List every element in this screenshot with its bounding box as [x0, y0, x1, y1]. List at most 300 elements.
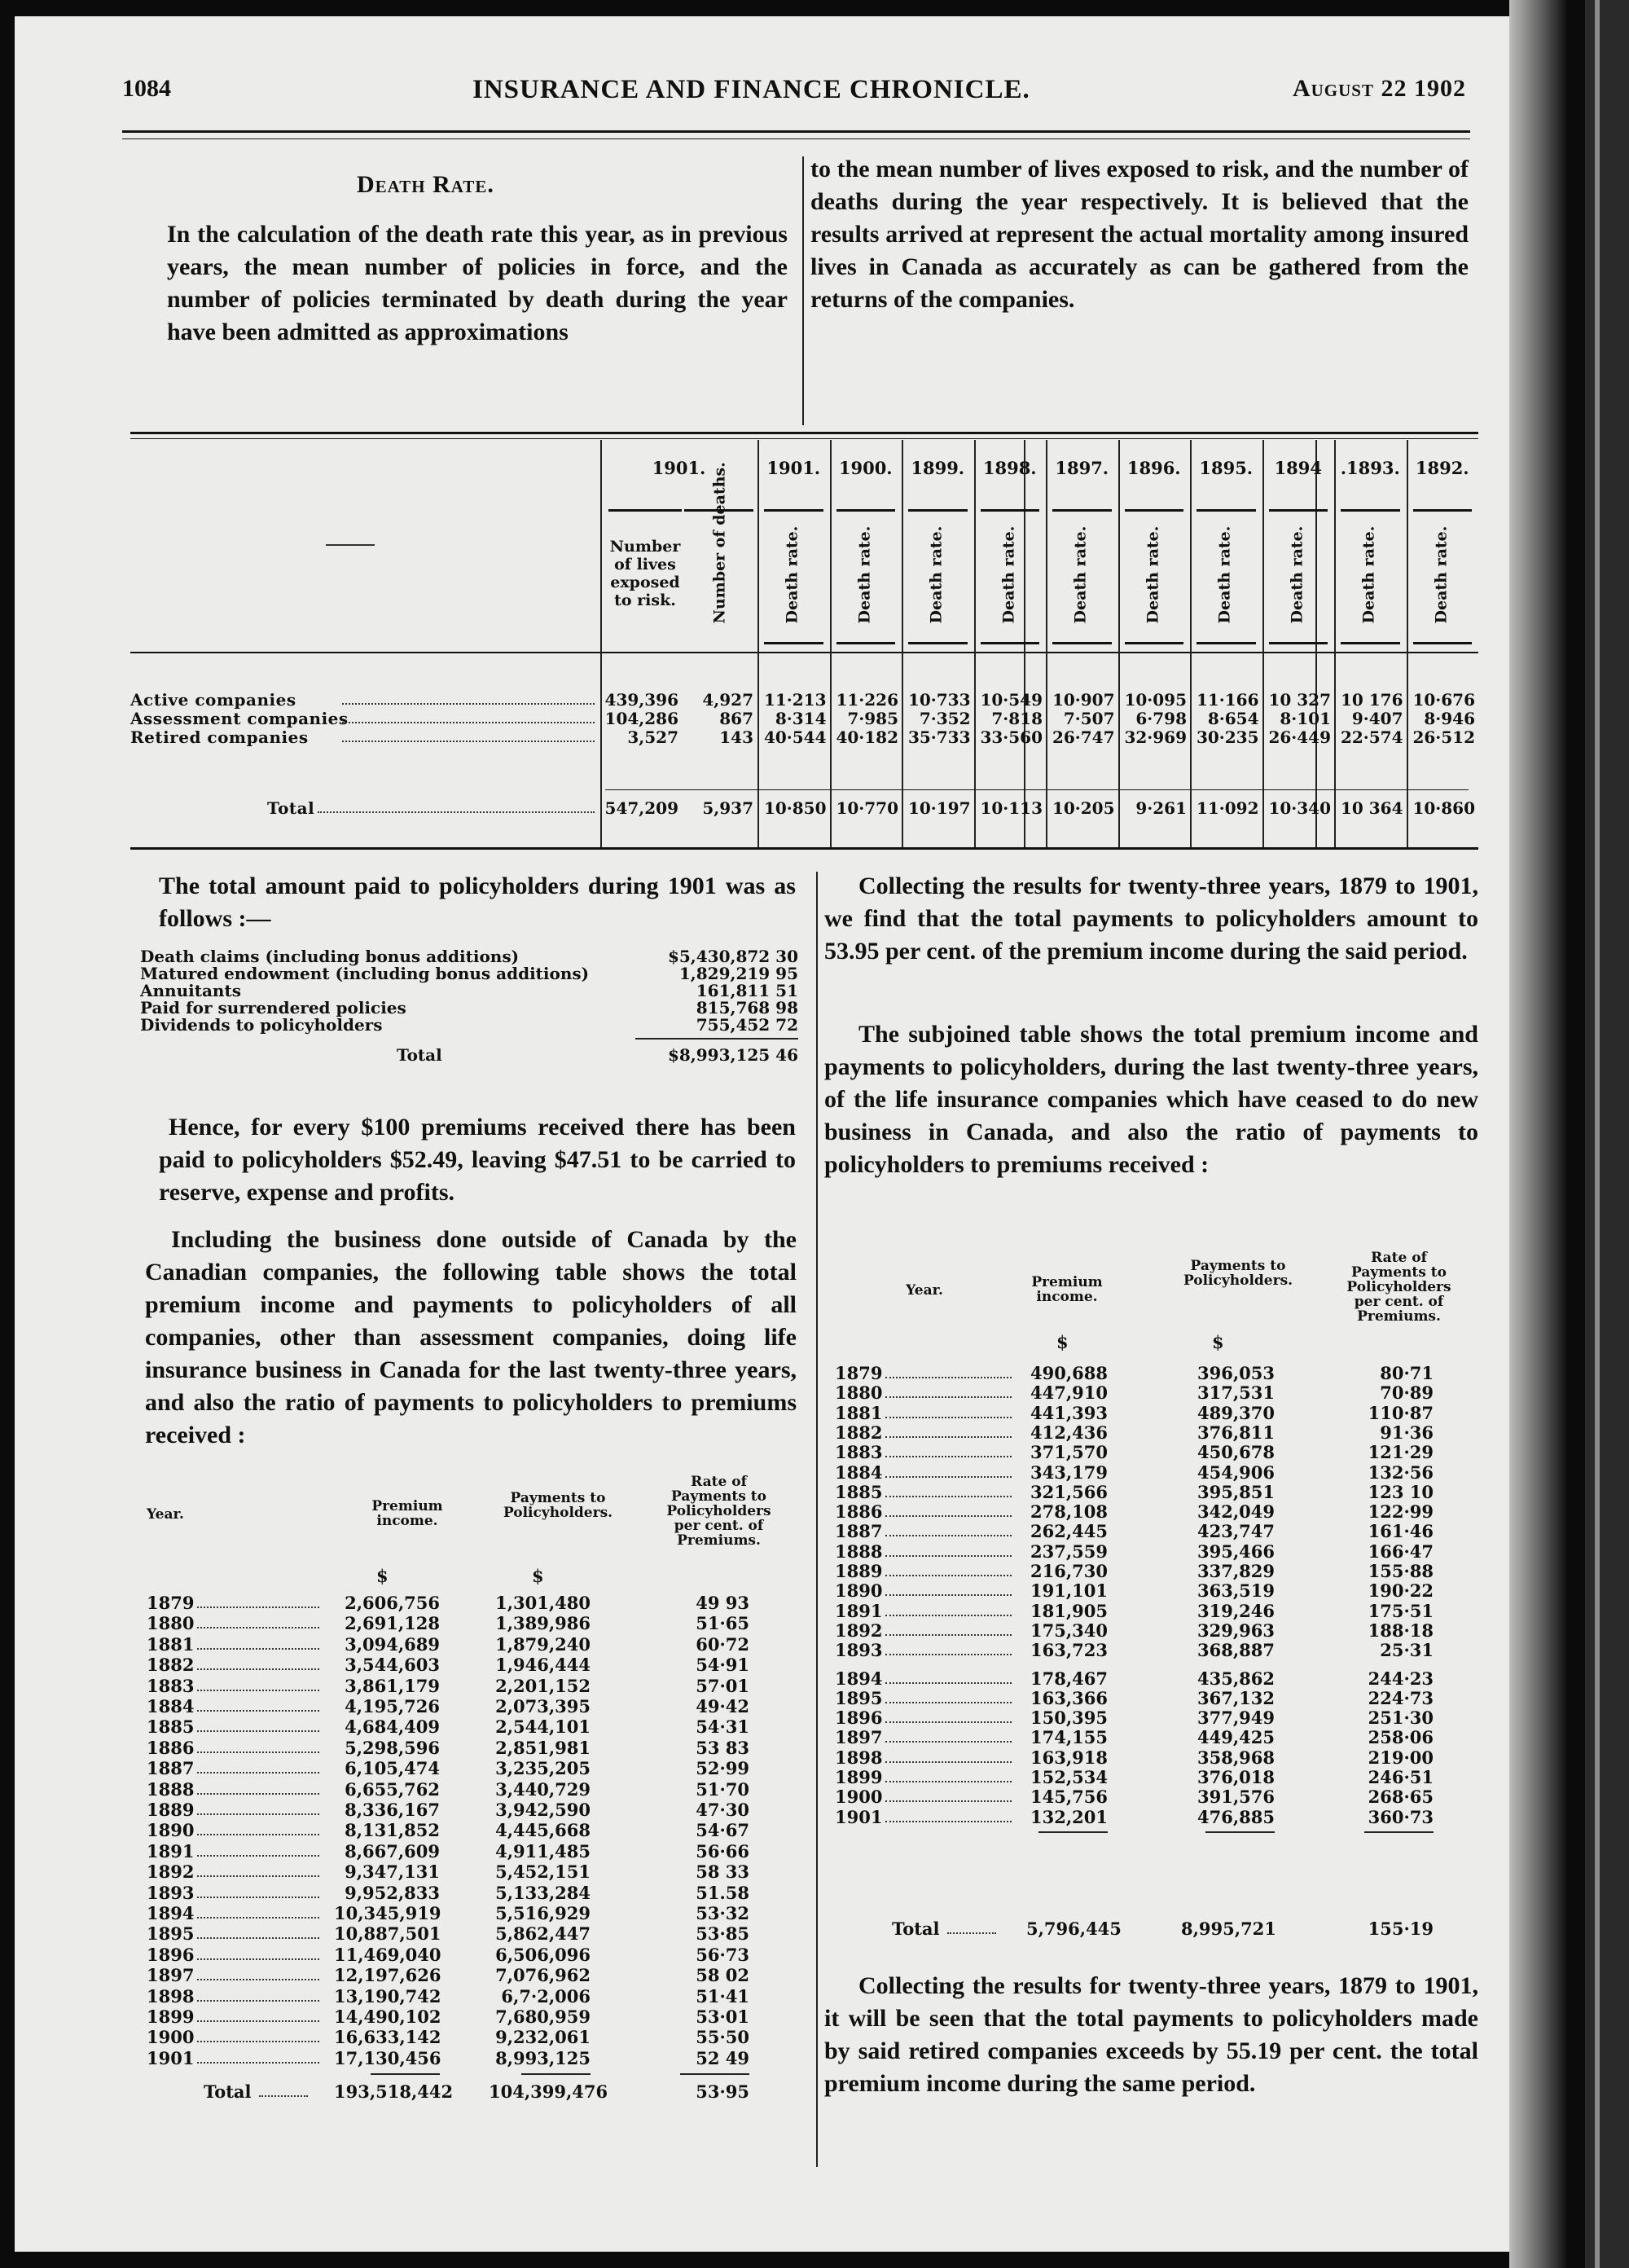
value-cell: 6,655,762	[345, 1778, 440, 1800]
leader-dots	[885, 1821, 1012, 1822]
value-cell: 57·01	[696, 1675, 749, 1696]
rate-cell: 30·235	[1196, 727, 1259, 747]
col-line	[1046, 440, 1047, 847]
table-row	[147, 1923, 798, 1943]
col-head-rule	[836, 642, 896, 644]
page-number: 1084	[122, 75, 171, 102]
rate-cell: 40·182	[836, 727, 898, 747]
payment-row: Death claims (including bonus additions) $5,430,872 30	[140, 947, 798, 966]
value-cell: 51.58	[696, 1882, 749, 1903]
total-lives-cell: 547,209	[604, 798, 678, 818]
payment-row: Annuitants 161,811 51	[140, 981, 798, 1000]
total-label: Total	[892, 1919, 940, 1939]
total-rate-cell: 10·770	[836, 798, 898, 818]
leader-dots	[885, 1396, 1012, 1398]
leader-dots	[885, 1654, 1012, 1655]
leader-dots	[885, 1496, 1012, 1497]
value-cell: 360·73	[1368, 1806, 1434, 1827]
value-cell: 47·30	[696, 1800, 749, 1820]
total-value: 193,518,442	[334, 2081, 454, 2102]
year-head: 1896.	[1126, 458, 1181, 478]
value-cell: 9,347,131	[345, 1861, 440, 1883]
value-cell: 8,131,852	[345, 1820, 440, 1841]
rate-cell: 35·733	[907, 727, 971, 747]
table-row	[147, 1841, 798, 1861]
value-cell: 423,747	[1197, 1521, 1275, 1542]
table-row	[147, 1820, 798, 1839]
leader-dots	[885, 1781, 1012, 1782]
value-cell: 441,393	[1030, 1402, 1108, 1423]
year-cell: 1888	[835, 1541, 883, 1562]
value-cell: 163,918	[1030, 1747, 1108, 1768]
table-row	[147, 2006, 798, 2026]
value-cell: 329,963	[1197, 1620, 1275, 1641]
value-cell: 7,680,959	[495, 2006, 591, 2027]
col-line	[757, 440, 759, 847]
table-row	[835, 1807, 1478, 1826]
value-cell: 1,301,480	[495, 1593, 591, 1613]
leader-dots	[197, 1917, 319, 1919]
leader-dots	[885, 1615, 1012, 1616]
table-row	[147, 1883, 798, 1902]
death-rate-head: Death rate.	[927, 525, 946, 624]
total-rule	[371, 2073, 440, 2075]
total-rate-cell: 11·092	[1196, 798, 1259, 818]
leader-dots	[885, 1436, 1012, 1438]
death-rate-head: Death rate.	[999, 525, 1017, 624]
value-cell: 49 93	[696, 1593, 749, 1613]
payment-row: Paid for surrendered policies 815,768 98	[140, 998, 798, 1018]
leader-dots	[197, 1668, 319, 1670]
value-cell: 5,298,596	[345, 1737, 440, 1758]
total-rule	[1364, 1831, 1434, 1833]
year-head: 1898.	[982, 458, 1037, 478]
year-head: 1894	[1274, 458, 1322, 478]
value-cell: 10,887,501	[334, 1923, 441, 1945]
stub-dash	[326, 544, 375, 546]
year-cell: 1900	[147, 2027, 195, 2048]
value-cell: 3,235,205	[495, 1758, 591, 1779]
payments-intro: The total amount paid to policyholders during 1901 was as follows :—	[159, 872, 796, 932]
table-row	[147, 2048, 798, 2068]
table-row	[147, 1613, 798, 1633]
col-head-rule	[1413, 509, 1473, 512]
value-cell: 152,534	[1030, 1767, 1108, 1787]
value-cell: 188·18	[1368, 1620, 1434, 1641]
col-head-rule	[684, 509, 753, 512]
value-cell: 145,756	[1030, 1787, 1108, 1808]
year-cell: 1881	[835, 1402, 883, 1423]
year-head: 1901.	[766, 458, 821, 478]
value-cell: 91·36	[1380, 1422, 1434, 1443]
total-rate-cell: 10·860	[1412, 798, 1475, 818]
total-row	[147, 2081, 798, 2101]
rate-cell: 26·512	[1412, 727, 1475, 747]
value-cell: 53·01	[696, 2006, 749, 2027]
unit-dollar: $	[532, 1566, 544, 1586]
deaths-cell: 4,927	[702, 690, 753, 710]
leader-dots	[197, 1690, 319, 1691]
hence-paragraph: Hence, for every $100 premiums received there has been paid to policyholders $52.49, leaving $47.51 to be carried to reserve, expense and profits.	[159, 1114, 796, 1206]
leader-dots	[197, 1897, 319, 1898]
col-head-rule	[908, 642, 968, 644]
rate-cell: 10·549	[980, 690, 1043, 710]
value-cell: 2,073,395	[495, 1696, 591, 1716]
total-value: 104,399,476	[489, 2081, 608, 2102]
col-head-premium: Premium income.	[1031, 1274, 1103, 1305]
value-cell: 449,425	[1197, 1727, 1275, 1748]
leader-dots	[197, 1730, 319, 1732]
year-cell: 1885	[835, 1481, 883, 1502]
value-cell: 358,968	[1197, 1747, 1275, 1768]
value-cell: 258·06	[1368, 1727, 1434, 1748]
year-cell: 1882	[835, 1422, 883, 1443]
year-head: .1893.	[1340, 458, 1400, 478]
row-label-retired: Retired companies	[130, 727, 309, 747]
leader-dots	[197, 1958, 319, 1960]
year-cell: 1881	[147, 1633, 195, 1655]
death-rate-head: Death rate.	[1288, 525, 1306, 624]
col-head-payments: Payments to Policyholders.	[1183, 1258, 1293, 1289]
table-row	[835, 1708, 1478, 1727]
table-row	[147, 2027, 798, 2046]
table-row	[835, 1541, 1478, 1561]
value-cell: 489,370	[1197, 1402, 1275, 1423]
value-cell: 163,723	[1030, 1640, 1108, 1661]
year-cell: 1886	[147, 1737, 195, 1758]
value-cell: 219·00	[1368, 1747, 1434, 1768]
dark-border	[1585, 0, 1629, 2268]
value-cell: 132,201	[1030, 1806, 1108, 1827]
value-cell: 2,851,981	[495, 1737, 591, 1758]
value-cell: 178,467	[1030, 1668, 1108, 1689]
rate-cell: 26·449	[1268, 727, 1331, 747]
col-head-payments: Payments to Policyholders.	[503, 1490, 613, 1521]
year-cell: 1894	[147, 1903, 195, 1923]
col-head-rate: Rate of Payments to Policyholders per cent. of Premiums.	[666, 1474, 771, 1549]
leader-dots	[885, 1575, 1012, 1576]
value-cell: 2,544,101	[495, 1716, 591, 1738]
total-rate-cell: 10·205	[1052, 798, 1115, 818]
leader-dots	[885, 1515, 1012, 1517]
leader-dots	[318, 811, 595, 813]
rate-cell: 8·314	[775, 709, 827, 728]
col-head-rule	[1125, 642, 1184, 644]
rate-cell: 10·733	[907, 690, 971, 710]
rate-cell: 32·969	[1124, 727, 1187, 747]
value-cell: 317,531	[1197, 1382, 1275, 1404]
year-cell: 1892	[147, 1861, 195, 1883]
value-cell: 396,053	[1197, 1363, 1275, 1383]
rate-cell: 11·226	[836, 690, 898, 710]
table-row	[147, 1945, 798, 1964]
year-cell: 1894	[835, 1668, 883, 1689]
year-cell: 1893	[835, 1640, 883, 1661]
table-row	[835, 1442, 1478, 1461]
rate-cell: 7·818	[991, 709, 1043, 728]
table-row	[835, 1580, 1478, 1600]
payments-sum-rule	[635, 1038, 798, 1040]
value-cell: 391,576	[1197, 1787, 1275, 1808]
year-cell: 1880	[835, 1382, 883, 1404]
value-cell: 216,730	[1030, 1561, 1108, 1581]
death-rate-head: Death rate.	[1432, 525, 1450, 624]
year-head: 1892.	[1415, 458, 1469, 478]
year-cell: 1889	[147, 1800, 195, 1820]
year-cell: 1888	[147, 1778, 195, 1800]
leader-dots	[885, 1682, 1012, 1684]
rate-cell: 11·166	[1196, 690, 1259, 710]
value-cell: 51·41	[696, 1985, 749, 2006]
value-cell: 49·42	[696, 1696, 749, 1716]
col-head-rule	[1197, 642, 1256, 644]
table-bottom-rule	[130, 847, 1478, 850]
value-cell: 175,340	[1030, 1620, 1108, 1641]
leader-dots	[197, 1772, 319, 1774]
value-cell: 174,155	[1030, 1727, 1108, 1748]
year-cell: 1900	[835, 1787, 883, 1808]
rate-cell: 7·352	[919, 709, 971, 728]
lives-cell: 3,527	[627, 727, 678, 747]
table-top-rule	[130, 432, 1478, 434]
table-row	[147, 1634, 798, 1654]
value-cell: 5,452,151	[495, 1861, 591, 1883]
rate-cell: 22·574	[1340, 727, 1403, 747]
col-line	[1190, 440, 1192, 847]
value-cell: 51·65	[696, 1613, 749, 1634]
value-cell: 55·50	[696, 2027, 749, 2048]
col-head-year: Year.	[147, 1506, 184, 1523]
year-cell: 1885	[147, 1716, 195, 1738]
year-cell: 1892	[835, 1620, 883, 1641]
table-row	[835, 1422, 1478, 1442]
table-row	[147, 1655, 798, 1674]
year-head: 1900.	[838, 458, 893, 478]
rate-cell: 10·095	[1124, 690, 1187, 710]
total-rule	[605, 789, 1469, 790]
total-rate-cell: 10·197	[907, 798, 971, 818]
table-row	[147, 1593, 798, 1612]
leader-dots	[197, 1627, 319, 1628]
value-cell: 190·22	[1368, 1580, 1434, 1602]
rate-cell: 7·985	[847, 709, 898, 728]
leader-dots	[342, 722, 595, 723]
year-cell: 1899	[147, 2006, 195, 2027]
leader-dots	[197, 1875, 319, 1877]
value-cell: 25·31	[1380, 1640, 1434, 1661]
year-cell: 1901	[147, 2047, 195, 2068]
year-cell: 1893	[147, 1882, 195, 1903]
header-rule-thin	[122, 138, 1470, 139]
value-cell: 8,993,125	[495, 2047, 591, 2068]
year-cell: 1891	[147, 1840, 195, 1861]
total-value: 155·19	[1368, 1919, 1434, 1939]
value-cell: 3,942,590	[495, 1800, 591, 1820]
value-cell: 337,829	[1197, 1561, 1275, 1581]
leader-dots	[947, 1932, 996, 1934]
table-row	[835, 1640, 1478, 1659]
leader-dots	[197, 1752, 319, 1753]
value-cell: 395,466	[1197, 1541, 1275, 1562]
page-header	[122, 75, 1466, 116]
year-cell: 1884	[147, 1696, 195, 1716]
rate-cell: 8·946	[1424, 709, 1475, 728]
value-cell: 11,469,040	[334, 1944, 441, 1965]
death-rate-head: Death rate.	[1215, 525, 1234, 624]
page-edge-line	[1595, 0, 1600, 2268]
year-cell: 1898	[147, 1985, 195, 2006]
value-cell: 12,197,626	[334, 1965, 441, 1986]
collecting-paragraph: Collecting the results for twenty-three years, 1879 to 1901, we find that the total payments to policyholders amount to 53.95 per cent. of the premium income during the said period.	[824, 872, 1478, 965]
value-cell: 13,190,742	[334, 1985, 441, 2006]
table-row	[835, 1668, 1478, 1688]
col-line	[902, 440, 903, 847]
value-cell: 319,246	[1197, 1600, 1275, 1621]
value-cell: 2,691,128	[345, 1613, 440, 1634]
leader-dots	[885, 1741, 1012, 1743]
table-row	[835, 1363, 1478, 1382]
col-head-rule	[1269, 642, 1328, 644]
row-label-total: Total	[267, 798, 315, 818]
leader-dots	[342, 741, 595, 742]
death-rate-para-left: In the calculation of the death rate this year, as in previous years, the mean number of policies in force, and the number of policies terminated by death during the year have been admitted as approximations	[167, 221, 788, 345]
year-cell: 1898	[835, 1747, 883, 1768]
rate-cell: 8·654	[1207, 709, 1259, 728]
year-cell: 1886	[835, 1501, 883, 1523]
table-row	[835, 1501, 1478, 1521]
col-head-premium: Premium income.	[371, 1498, 443, 1529]
payments-list	[140, 947, 798, 1065]
value-cell: 9,952,833	[345, 1882, 440, 1903]
unit-dollar: $	[1212, 1332, 1224, 1352]
year-cell: 1897	[835, 1727, 883, 1748]
payments-total-row: Total $8,993,125 46	[397, 1045, 798, 1065]
death-rate-head: Death rate.	[1144, 525, 1161, 624]
leader-dots	[197, 1793, 319, 1795]
rate-cell: 10 176	[1340, 690, 1403, 710]
rate-cell: 26·747	[1052, 727, 1115, 747]
value-cell: 1,389,986	[495, 1613, 591, 1634]
value-cell: 9,232,061	[495, 2027, 591, 2048]
col-head-rule	[981, 642, 1040, 644]
table-row	[835, 1601, 1478, 1620]
value-cell: 123 10	[1368, 1481, 1434, 1502]
death-rate-head: Death rate.	[783, 525, 801, 624]
table-row	[835, 1462, 1478, 1482]
year-cell: 1882	[147, 1655, 195, 1676]
value-cell: 8,667,609	[345, 1840, 440, 1861]
year-cell: 1895	[835, 1687, 883, 1708]
leader-dots	[885, 1702, 1012, 1703]
value-cell: 224·73	[1368, 1687, 1434, 1708]
final-paragraph: Collecting the results for twenty-three years, 1879 to 1901, it will be seen that the total payments to policyholders made by said retired companies exceeds by 55.19 per cent. the total premium income during the same period.	[824, 1972, 1478, 2097]
value-cell: 161·46	[1368, 1521, 1434, 1542]
rate-cell: 10·676	[1412, 690, 1475, 710]
year-cell: 1901	[835, 1806, 883, 1827]
value-cell: 56·66	[696, 1840, 749, 1861]
leader-dots	[885, 1456, 1012, 1457]
table-row	[147, 1800, 798, 1819]
value-cell: 14,490,102	[334, 2006, 441, 2027]
year-cell: 1896	[147, 1944, 195, 1965]
leader-dots	[885, 1634, 1012, 1636]
value-cell: 80·71	[1380, 1363, 1434, 1383]
table-row	[835, 1620, 1478, 1640]
issue-date: August 22 1902	[1292, 75, 1466, 102]
value-cell: 371,570	[1030, 1442, 1108, 1463]
value-cell: 1,879,240	[495, 1633, 591, 1655]
year-cell: 1883	[835, 1442, 883, 1463]
year-cell: 1889	[835, 1561, 883, 1581]
value-cell: 6,506,096	[495, 1944, 591, 1965]
deaths-cell: 143	[719, 727, 753, 747]
value-cell: 60·72	[696, 1633, 749, 1655]
table-row	[147, 1696, 798, 1716]
value-cell: 51·70	[696, 1778, 749, 1800]
value-cell: 3,440,729	[495, 1778, 591, 1800]
col-line	[1262, 440, 1264, 847]
value-cell: 163,366	[1030, 1687, 1108, 1708]
value-cell: 54·91	[696, 1655, 749, 1676]
row-label-active: Active companies	[130, 690, 296, 710]
rate-cell: 8·101	[1280, 709, 1331, 728]
value-cell: 367,132	[1197, 1687, 1275, 1708]
year-head: 1895.	[1199, 458, 1254, 478]
col-head-rate: Rate of Payments to Policyholders per cent. of Premiums.	[1346, 1250, 1451, 1325]
value-cell: 52 49	[696, 2047, 749, 2068]
total-rate-cell: 10·850	[763, 798, 827, 818]
year-cell: 1887	[147, 1758, 195, 1779]
leader-dots	[197, 1834, 319, 1835]
unit-dollar: $	[376, 1566, 389, 1586]
value-cell: 4,911,485	[495, 1840, 591, 1861]
col-head-rule	[608, 509, 682, 512]
death-rate-heading: Death Rate.	[357, 171, 494, 198]
year-cell: 1879	[835, 1363, 883, 1383]
value-cell: 251·30	[1368, 1708, 1434, 1729]
table-row	[835, 1482, 1478, 1501]
value-cell: 122·99	[1368, 1501, 1434, 1523]
value-cell: 450,678	[1197, 1442, 1275, 1463]
leader-dots	[197, 2041, 319, 2042]
value-cell: 377,949	[1197, 1708, 1275, 1729]
value-cell: 321,566	[1030, 1481, 1108, 1502]
col-head-rule	[1052, 509, 1112, 512]
table-row	[147, 1986, 798, 2006]
table-head-rule	[130, 652, 1478, 653]
value-cell: 342,049	[1197, 1501, 1275, 1523]
total-rule	[1038, 1831, 1108, 1833]
value-cell: 2,606,756	[345, 1593, 440, 1613]
value-cell: 6,105,474	[345, 1758, 440, 1779]
value-cell: 53·32	[696, 1903, 749, 1923]
value-cell: 155·88	[1368, 1561, 1434, 1581]
value-cell: 5,133,284	[495, 1882, 591, 1903]
value-cell: 58 33	[696, 1861, 749, 1883]
retired-companies-table	[835, 1250, 1478, 1959]
year-cell: 1890	[147, 1820, 195, 1841]
value-cell: 5,516,929	[495, 1903, 591, 1923]
rate-cell: 9·407	[1351, 709, 1403, 728]
value-cell: 150,395	[1030, 1708, 1108, 1729]
leader-dots	[885, 1555, 1012, 1557]
leader-dots	[885, 1535, 1012, 1536]
book-spine	[1509, 0, 1566, 2268]
rate-cell: 7·507	[1063, 709, 1115, 728]
value-cell: 447,910	[1030, 1382, 1108, 1404]
table-row	[835, 1747, 1478, 1767]
col-line	[1407, 440, 1408, 847]
